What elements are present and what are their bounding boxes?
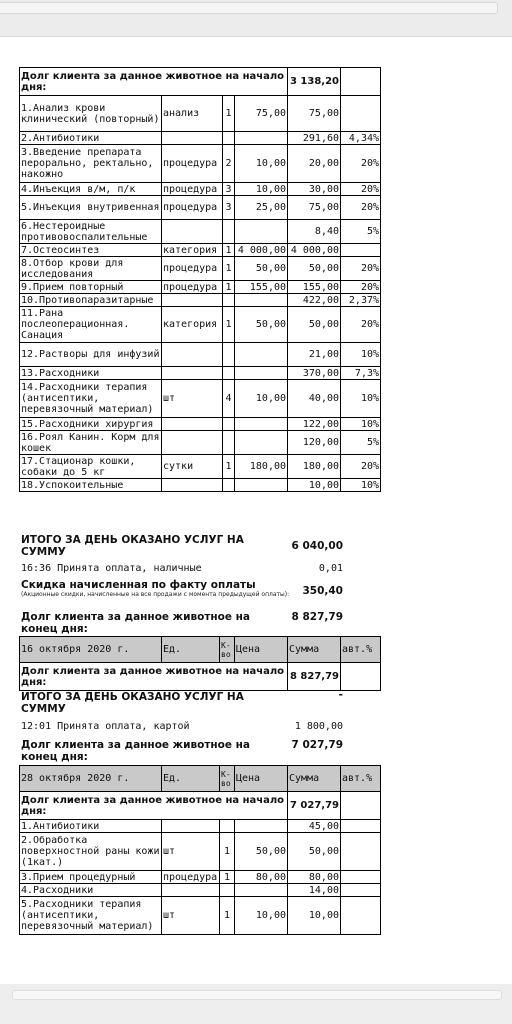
item-unit [162, 367, 223, 380]
item-name: 9.Прием повторный [20, 281, 162, 294]
payment-value: 1 800,00 [294, 721, 343, 732]
item-sum: 50,00 [288, 307, 341, 343]
item-discount: 4,34% [341, 132, 381, 145]
item-sum: 50,00 [288, 257, 341, 281]
debt-start-label: Долг клиента за данное животное на начало дня: [20, 663, 288, 691]
item-sum: 422,00 [288, 294, 341, 307]
item-name: 12.Растворы для инфузий [20, 343, 162, 367]
item-qty: 1 [223, 96, 235, 132]
discount-note: (Акционные скидки, начисленные на все продажи с момента предыдущей оплаты): [21, 591, 290, 598]
item-unit: категория [162, 244, 223, 257]
item-name: 16.Роял Канин. Корм для кошек [20, 431, 162, 455]
item-unit [162, 884, 220, 897]
price-header: Цена [235, 766, 288, 792]
item-unit: шт [162, 380, 223, 418]
item-qty: 2 [223, 145, 235, 183]
debt-end-label: Долг клиента за данное животное на конец дня: [21, 611, 251, 635]
item-price: 10,00 [235, 183, 288, 196]
item-unit: процедура [162, 183, 223, 196]
item-qty [223, 294, 235, 307]
item-name: 5.Расходники терапия (антисептики, перевязочный материал) [20, 897, 162, 935]
item-price [235, 418, 288, 431]
item-discount [341, 833, 381, 871]
item-discount [341, 96, 381, 132]
total-value: - [338, 689, 343, 701]
item-qty: 3 [223, 196, 235, 220]
item-qty [223, 132, 235, 145]
date-cell: 16 октября 2020 г. [20, 637, 162, 663]
item-sum: 75,00 [288, 96, 341, 132]
item-unit: процедура [162, 281, 223, 294]
item-price [235, 884, 288, 897]
item-price [235, 220, 288, 244]
item-name: 1.Анализ крови клинический (повторный) [20, 96, 162, 132]
item-price: 10,00 [235, 145, 288, 183]
item-name: 3.Прием процедурный [20, 871, 162, 884]
bottom-toolbar [12, 990, 502, 1000]
debt-start-row [20, 792, 381, 820]
item-sum: 80,00 [288, 871, 341, 884]
item-qty: 1 [220, 871, 235, 884]
disc-header: авт.% [341, 766, 381, 792]
qty-header: К-во [220, 766, 235, 792]
item-discount: 20% [341, 183, 381, 196]
item-price: 50,00 [235, 257, 288, 281]
item-name: 4.Инъекция в/м, п/к [20, 183, 162, 196]
service-row [20, 196, 381, 220]
services-table-3 [19, 765, 380, 935]
item-name: 15.Расходники хирургия [20, 418, 162, 431]
item-sum: 180,00 [288, 455, 341, 479]
item-discount: 20% [341, 257, 381, 281]
item-name: 11.Рана послеоперационная. Санация [20, 307, 162, 343]
total-value: 6 040,00 [291, 540, 343, 552]
item-name: 2.Обработка поверхностной раны кожи (1кат.) [20, 833, 162, 871]
item-price [235, 132, 288, 145]
payment-label: 12:01 Принята оплата, картой [21, 721, 190, 732]
item-qty: 1 [223, 257, 235, 281]
item-name: 13.Расходники [20, 367, 162, 380]
item-unit: сутки [162, 455, 223, 479]
item-discount: 20% [341, 196, 381, 220]
item-price: 10,00 [235, 897, 288, 935]
item-discount: 5% [341, 220, 381, 244]
item-discount [341, 820, 381, 833]
service-row [20, 220, 381, 244]
service-row [20, 820, 381, 833]
service-row [20, 132, 381, 145]
unit-header: Ед. [162, 766, 220, 792]
payment-label: 16:36 Принята оплата, наличные [21, 563, 202, 574]
item-sum: 291,60 [288, 132, 341, 145]
document-page [0, 37, 512, 984]
item-sum: 45,00 [288, 820, 341, 833]
item-qty [223, 220, 235, 244]
service-row [20, 367, 381, 380]
item-discount [341, 884, 381, 897]
item-qty [220, 884, 235, 897]
debt-end-value: 8 827,79 [291, 611, 343, 623]
item-unit [162, 820, 220, 833]
item-discount: 10% [341, 380, 381, 418]
item-price: 25,00 [235, 196, 288, 220]
service-row [20, 307, 381, 343]
item-discount: 2,37% [341, 294, 381, 307]
item-price: 50,00 [235, 833, 288, 871]
item-unit: процедура [162, 871, 220, 884]
service-row [20, 244, 381, 257]
disc-header: авт.% [341, 637, 381, 663]
debt-start-value: 7 027,79 [288, 792, 341, 820]
total-label: ИТОГО ЗА ДЕНЬ ОКАЗАНО УСЛУГ НА СУММУ [21, 534, 244, 558]
debt-start-label: Долг клиента за данное животное на начало дня: [20, 792, 288, 820]
payment-value: 0,01 [318, 563, 343, 574]
service-row [20, 343, 381, 367]
item-name: 5.Инъекция внутривенная [20, 196, 162, 220]
item-name: 6.Нестероидные противовоспалительные [20, 220, 162, 244]
item-sum: 10,00 [288, 897, 341, 935]
debt-end-line-2 [21, 739, 343, 763]
item-sum: 30,00 [288, 183, 341, 196]
item-unit [162, 431, 223, 455]
item-qty: 1 [223, 244, 235, 257]
sum-header: Сумма [288, 637, 341, 663]
item-qty [223, 343, 235, 367]
item-name: 3.Введение препарата перорально, ректально, накожно [20, 145, 162, 183]
item-unit: процедура [162, 145, 223, 183]
item-qty: 1 [220, 897, 235, 935]
viewer-top-bar [0, 0, 512, 37]
item-discount [341, 244, 381, 257]
qty-header: К-во [220, 637, 235, 663]
service-row [20, 380, 381, 418]
item-price [235, 479, 288, 492]
item-price: 75,00 [235, 96, 288, 132]
item-name: 7.Остеосинтез [20, 244, 162, 257]
item-sum: 14,00 [288, 884, 341, 897]
item-unit: шт [162, 897, 220, 935]
services-table-2 [19, 636, 380, 691]
item-unit: процедура [162, 196, 223, 220]
item-discount: 20% [341, 307, 381, 343]
service-row [20, 884, 381, 897]
item-discount: 7,3% [341, 367, 381, 380]
unit-header: Ед. [162, 637, 220, 663]
item-discount: 20% [341, 281, 381, 294]
service-row [20, 871, 381, 884]
debt-start-value: 3 138,20 [288, 68, 341, 96]
date-cell: 28 октября 2020 г. [20, 766, 162, 792]
item-name: 1.Антибиотики [20, 820, 162, 833]
item-discount: 5% [341, 431, 381, 455]
item-price: 80,00 [235, 871, 288, 884]
item-qty: 1 [223, 455, 235, 479]
item-sum: 8,40 [288, 220, 341, 244]
service-row [20, 418, 381, 431]
discount-value: 350,40 [302, 585, 343, 597]
item-name: 18.Успокоительные [20, 479, 162, 492]
item-discount: 10% [341, 479, 381, 492]
item-unit [162, 132, 223, 145]
service-row [20, 281, 381, 294]
item-unit [162, 294, 223, 307]
item-sum: 21,00 [288, 343, 341, 367]
item-unit [162, 343, 223, 367]
item-name: 4.Расходники [20, 884, 162, 897]
item-qty: 1 [223, 281, 235, 294]
item-name: 2.Антибиотики [20, 132, 162, 145]
discount-label: Скидка начисленная по факту оплаты [21, 579, 256, 591]
item-qty: 1 [220, 833, 235, 871]
date-header-row [20, 637, 381, 663]
service-row [20, 145, 381, 183]
item-price [235, 431, 288, 455]
item-discount: 20% [341, 145, 381, 183]
debt-start-value: 8 827,79 [288, 663, 341, 691]
item-unit: процедура [162, 257, 223, 281]
item-discount: 20% [341, 455, 381, 479]
item-qty [223, 367, 235, 380]
item-price: 4 000,00 [235, 244, 288, 257]
item-sum: 155,00 [288, 281, 341, 294]
price-header: Цена [235, 637, 288, 663]
item-sum: 370,00 [288, 367, 341, 380]
item-price: 10,00 [235, 380, 288, 418]
item-price: 180,00 [235, 455, 288, 479]
item-discount [341, 871, 381, 884]
item-discount [341, 897, 381, 935]
debt-start-label: Долг клиента за данное животное на начало дня: [20, 68, 288, 96]
item-price: 50,00 [235, 307, 288, 343]
item-sum: 75,00 [288, 196, 341, 220]
debt-end-label: Долг клиента за данное животное на конец дня: [21, 739, 251, 763]
item-sum: 10,00 [288, 479, 341, 492]
total-line-1 [21, 534, 343, 558]
item-discount: 10% [341, 343, 381, 367]
service-row [20, 257, 381, 281]
item-price [235, 343, 288, 367]
item-qty: 4 [223, 380, 235, 418]
item-unit [162, 220, 223, 244]
item-price: 155,00 [235, 281, 288, 294]
total-line-2 [21, 691, 343, 715]
service-row [20, 96, 381, 132]
item-name: 10.Противопаразитарные [20, 294, 162, 307]
item-sum: 4 000,00 [288, 244, 341, 257]
date-header-row [20, 766, 381, 792]
debt-start-row [20, 663, 381, 691]
item-unit: категория [162, 307, 223, 343]
item-sum: 50,00 [288, 833, 341, 871]
sum-header: Сумма [288, 766, 341, 792]
debt-end-value: 7 027,79 [291, 739, 343, 751]
item-sum: 120,00 [288, 431, 341, 455]
service-row [20, 455, 381, 479]
item-discount: 10% [341, 418, 381, 431]
viewer-bottom-bar [0, 984, 512, 1024]
address-bar[interactable] [0, 2, 498, 14]
service-row [20, 183, 381, 196]
debt-start-row [20, 68, 381, 96]
service-row [20, 431, 381, 455]
item-name: 14.Расходники терапия (антисептики, перевязочный материал) [20, 380, 162, 418]
debt-end-line-1 [21, 611, 343, 635]
item-qty: 3 [223, 183, 235, 196]
item-qty [220, 820, 235, 833]
item-sum: 40,00 [288, 380, 341, 418]
item-unit: шт [162, 833, 220, 871]
item-price [235, 294, 288, 307]
item-qty [223, 431, 235, 455]
item-qty [223, 418, 235, 431]
empty-cell [341, 68, 381, 96]
item-unit [162, 479, 223, 492]
item-price [235, 367, 288, 380]
service-row [20, 479, 381, 492]
services-table-1 [19, 67, 380, 492]
item-unit [162, 418, 223, 431]
service-row [20, 294, 381, 307]
item-qty: 1 [223, 307, 235, 343]
service-row [20, 897, 381, 935]
item-sum: 122,00 [288, 418, 341, 431]
item-sum: 20,00 [288, 145, 341, 183]
item-name: 17.Стационар кошки, собаки до 5 кг [20, 455, 162, 479]
item-unit: анализ [162, 96, 223, 132]
item-price [235, 820, 288, 833]
item-name: 8.Отбор крови для исследования [20, 257, 162, 281]
total-label: ИТОГО ЗА ДЕНЬ ОКАЗАНО УСЛУГ НА СУММУ [21, 691, 244, 715]
item-qty [223, 479, 235, 492]
service-row [20, 833, 381, 871]
